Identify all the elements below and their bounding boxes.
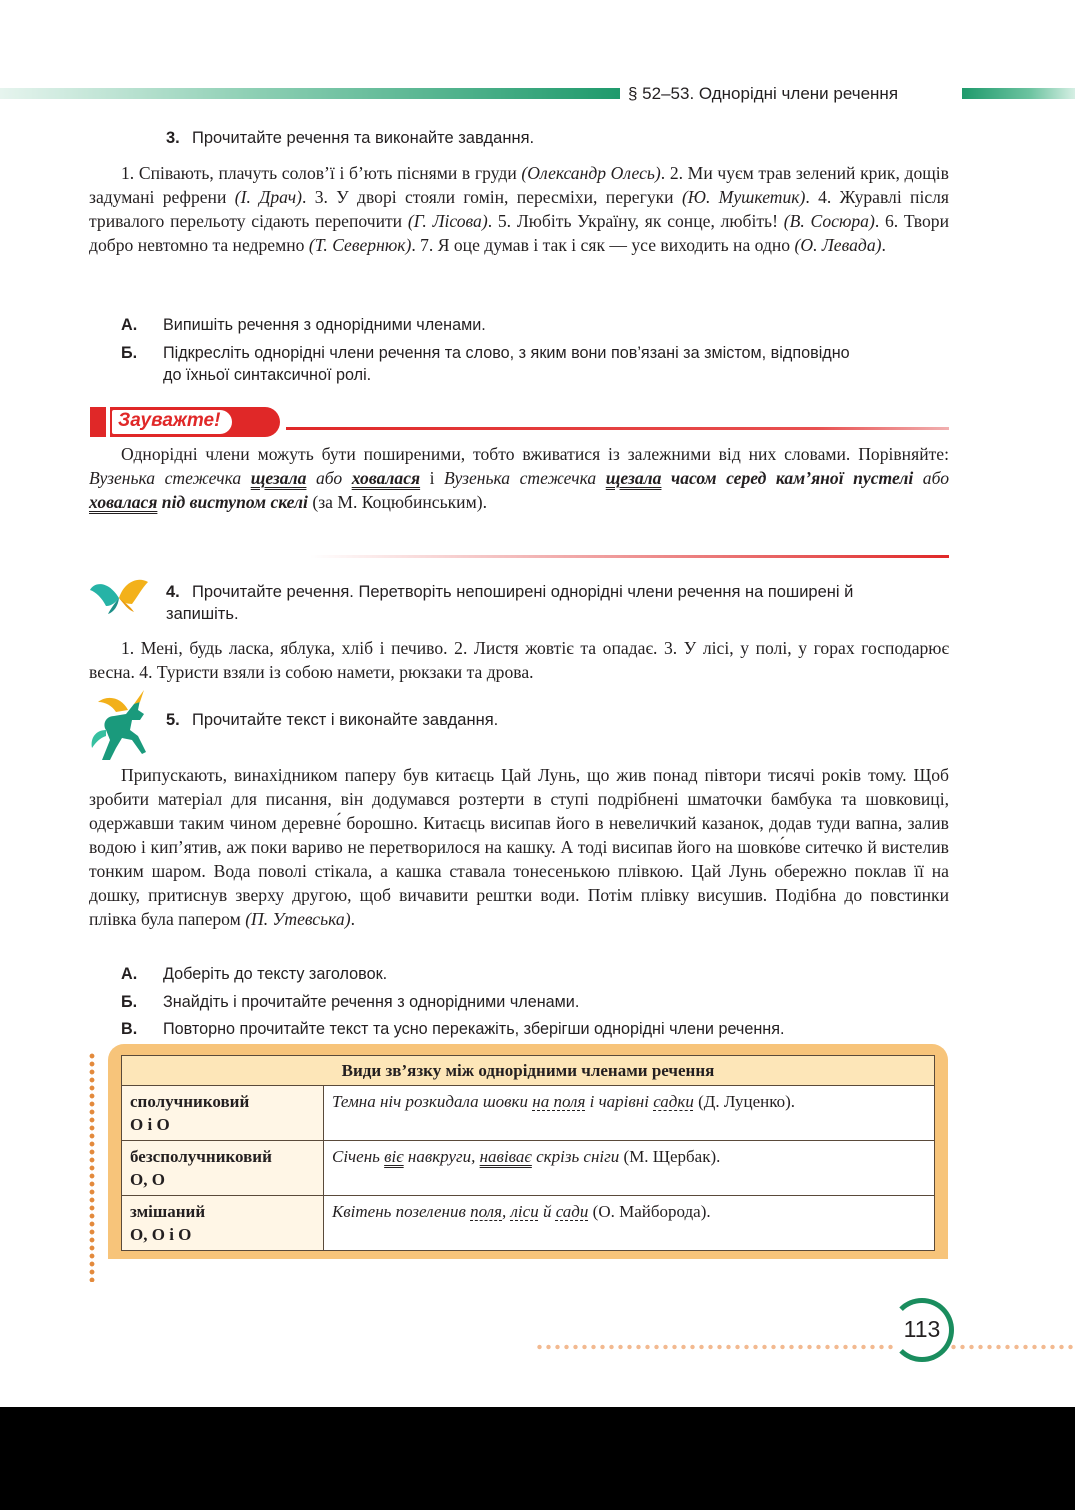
type-name: сполучниковий [130,1092,250,1111]
dotted-rule-bottom [535,1343,1075,1351]
example: Вузенька стежечка [444,468,606,488]
table-example [324,1086,935,1141]
author: (І. Драч) [234,187,302,207]
note-sentence: Однорідні члени можуть бути поширеними, тобто вживатися із залежними від них словами. Порівняйте: [121,444,949,464]
example-text: навкруги, [403,1147,480,1166]
subtask-text: Доберіть до тексту заголовок. [163,965,388,983]
story-text: Припускають, винахідником паперу був китаєць Цай Лунь, що жив понад півтори тисячі років тому. Щоб зробити матеріал для писання, він додумався розтерти в ступі подрібнені шматочки бамбука та шовковиці, одержавши таким чином деревне́ борошно. Китаєць висипав його в невеличкий казанок, додав туди вапна, залив водою і кип’ятив, аж поки вариво не перетворилося на кашку. А тоді висипав його на шовко́ве ситечко й вистелив тонким шаром. Вода поволі стікала, а кашка ставала тонесенькою плівкою. Цай Лунь обережно поклав її на дошку, притиснув зверху другою, щоб вичавити рештки води. Потім плівку висушив. Подібна до повстинки плівка була папером [89,765,949,929]
homogeneous-word: сади [555,1202,589,1221]
homogeneous-word: ховалася [351,468,421,488]
task-4-heading [166,581,886,625]
table-row [122,1086,935,1141]
subtask-letter: Б. [121,992,138,1011]
task-number: 4. [166,583,180,601]
section-title: § 52–53. Однорідні члени речення [628,84,899,103]
homogeneous-word: навіває [479,1147,532,1166]
task-3-subtasks [121,314,863,392]
note-label: Зауважте! [118,410,221,431]
subtask [121,342,863,387]
sentence: . 3. У дворі стояли гомін, пересміхи, перегуки [302,187,682,207]
example-text: Квітень позеленив [332,1202,471,1221]
table-key [122,1196,324,1251]
example-author: (Д. Луценко). [693,1092,796,1111]
example-extended: під виступом скелі [157,492,308,512]
task-5-subtasks [121,963,923,1046]
subtask-text: Знайдіть і прочитайте речення з однорідними членами. [163,992,580,1011]
example-text: і чарівні [585,1092,654,1111]
sentence: 1. Співають, плачуть солов’ї і б’ють піснями в груди [121,163,522,183]
type-scheme: О і О [130,1115,170,1134]
butterfly-icon [88,576,150,616]
homogeneous-word: на поля [532,1092,586,1111]
example-text: Темна ніч розкидала шовки [332,1092,533,1111]
task-3-sentences [89,161,949,257]
task-5-heading [166,709,498,731]
task-5-text [89,763,949,931]
author: (П. Утевська) [245,909,351,929]
header-rule-left [0,88,620,99]
subtask [121,991,923,1014]
author: (В. Сосюра) [783,211,875,231]
task-instruction: Прочитайте речення та виконайте завдання. [192,129,535,147]
type-scheme: О, О [130,1170,165,1189]
table-row [122,1141,935,1196]
homogeneous-word: щезала [250,468,307,488]
homogeneous-word: ліси [510,1202,539,1221]
subtask-text: Випишіть речення з однорідними членами. [163,316,486,334]
example-author: (О. Майборода). [588,1202,711,1221]
table-key [122,1086,324,1141]
example-extended: часом серед кам’яної пустелі [661,468,914,488]
author: (Олександр Олесь) [521,163,661,183]
author: (О. Левада) [794,235,882,255]
task-instruction: Прочитайте текст і виконайте завдання. [192,711,499,729]
homogeneous-word: віє [384,1147,404,1166]
example: Вузенька стежечка [89,468,251,488]
author: (Г. Лісова) [407,211,488,231]
example-text: й [538,1202,556,1221]
sentence: . 6. Твори добро невтомно та недремно [89,211,950,255]
note-text [89,442,949,514]
note-sentence: (за М. Коцюбинським). [307,492,487,512]
type-scheme: О, О і О [130,1225,192,1244]
task-instruction: Прочитайте речення. Перетворіть непоширені однорідні члени речення на поширені й запишіть. [166,583,854,623]
subtask-letter: А. [121,965,138,983]
table-example [324,1141,935,1196]
sentence: . 4. Журавлі після тривалого перельоту сідають перепочити [89,187,950,231]
subtask-letter: В. [121,1020,138,1038]
subtask [121,1018,923,1041]
example: або [306,468,352,488]
page-number: 113 [903,1316,941,1342]
screen-bottom-bar [0,1407,1075,1510]
unicorn-icon [88,690,160,762]
example: або [913,468,950,488]
dotted-border-left [89,1052,95,1282]
note-sentence: і [420,468,445,488]
example-text: скрізь сніги [531,1147,620,1166]
example-author: (М. Щербак). [619,1147,721,1166]
task-3-heading [166,127,534,149]
subtask-letter: А. [121,316,138,334]
header-rule-right [962,88,1075,99]
subtask [121,963,923,986]
table-key [122,1141,324,1196]
note-badge [90,407,280,437]
subtask-letter: Б. [121,343,138,362]
punct: . [881,235,886,255]
example-text: , [502,1202,511,1221]
sentence: . 2. Ми чуєм трав зелений крик, дощів задумані рефрени [89,163,949,207]
punct: . [350,909,355,929]
author: (Т. Севернюк) [308,235,412,255]
table-title: Види зв’язку між однорідними членами речення [122,1056,935,1086]
sentence: . 5. Любіть Україну, як сонце, любіть! [487,211,784,231]
task-number: 5. [166,711,180,729]
homogeneous-word: поля [470,1202,503,1221]
subtask [121,314,863,337]
author: (Ю. Мушкетик) [681,187,806,207]
type-name: змішаний [130,1202,206,1221]
homogeneous-word: щезала [605,468,662,488]
note-rule-top [286,427,949,430]
subtask-text: Підкресліть однорідні члени речення та слово, з яким вони пов’язані за змістом, відповідно до їхньої синтаксичної ролі. [163,343,850,384]
table-row [122,1196,935,1251]
connection-types-table [121,1055,935,1251]
table-example [324,1196,935,1251]
homogeneous-word: садки [653,1092,694,1111]
note-rule-bottom [310,555,949,558]
homogeneous-word: ховалася [89,492,158,512]
type-name: безсполучниковий [130,1147,272,1166]
task-number: 3. [166,129,180,147]
task-4-text: 1. Мені, будь ласка, яблука, хліб і печиво. 2. Листя жовтіє та опадає. 3. У лісі, у полі, у горах господарює весна. 4. Туристи взяли із собою намети, рюкзаки та дрова. [89,638,949,682]
subtask-text: Повторно прочитайте текст та усно перекажіть, зберігши однорідні члени речення. [163,1020,785,1038]
example-text: Січень [332,1147,385,1166]
sentence: . 7. Я оце думав і так і сяк — усе виходить на одно [411,235,795,255]
